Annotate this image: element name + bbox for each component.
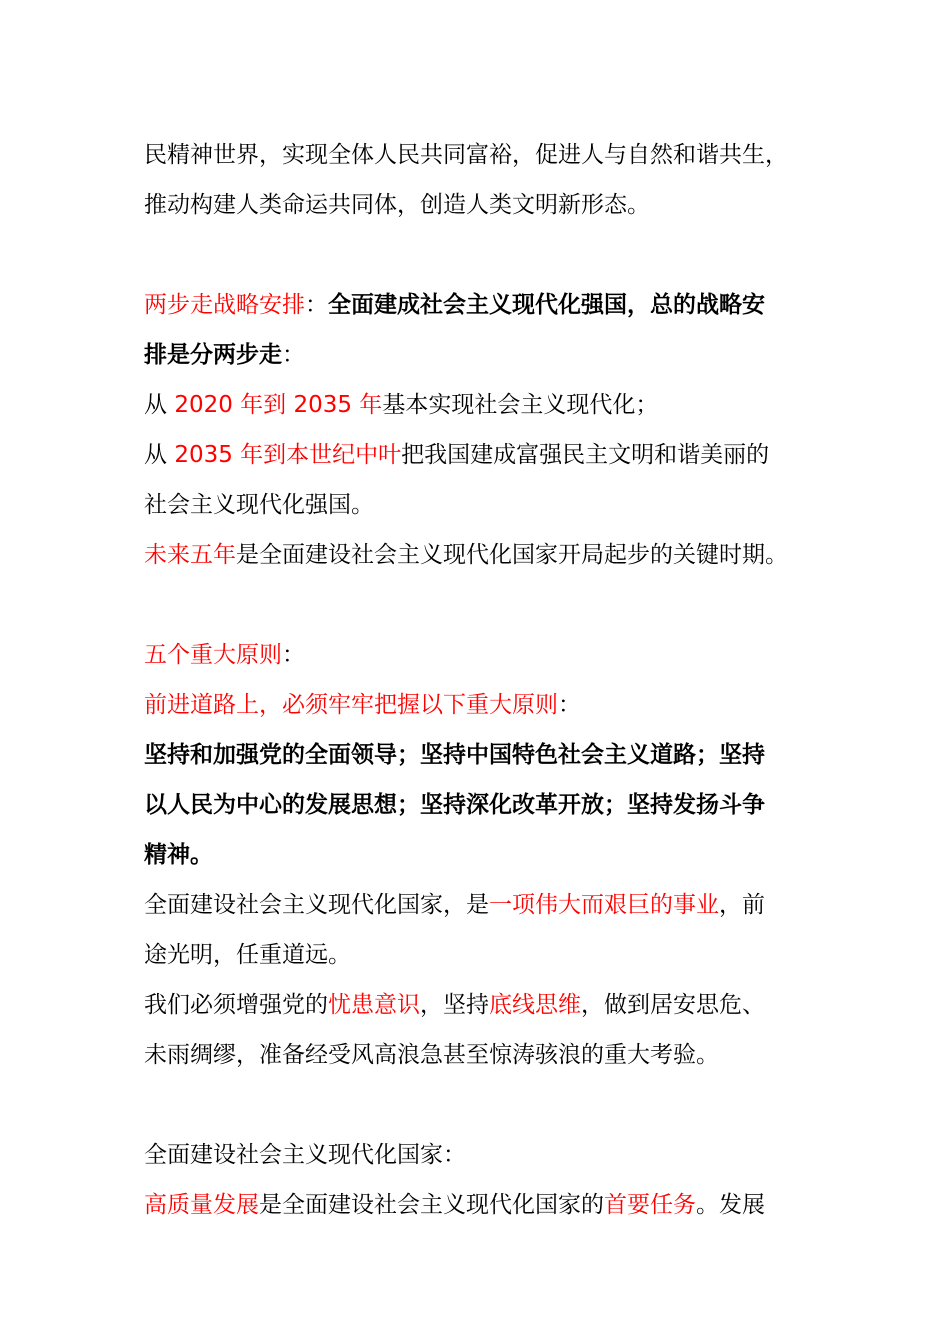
document-body — [144, 130, 824, 1230]
step-2-text: 把我国建成富强民主文明和谐美丽的 — [401, 442, 770, 468]
principles-heading-line — [144, 630, 824, 680]
awareness-highlight-2: 底线思维 — [489, 992, 581, 1018]
awareness-prefix: 我们必须增强党的 — [144, 992, 328, 1018]
awareness-highlight-1: 忧患意识 — [328, 992, 420, 1018]
principles-bold-3: 精神。 — [144, 842, 213, 868]
spacer — [144, 230, 824, 280]
principles-colon: ： — [282, 642, 305, 668]
five-years-line — [144, 530, 824, 580]
awareness-mid: ，坚持 — [420, 992, 489, 1018]
step-2-prefix: 从 — [144, 442, 175, 468]
principles-subheading: 前进道路上，必须牢牢把握以下重大原则 — [144, 692, 558, 718]
spacer — [144, 1080, 824, 1130]
principles-bold-1: 坚持和加强党的全面领导；坚持中国特色社会主义道路；坚持 — [144, 742, 765, 768]
step-1-text: 基本实现社会主义现代化； — [382, 392, 659, 418]
step-2-period: 2035 年到本世纪中叶 — [174, 442, 402, 468]
two-steps-bold-1: 全面建成社会主义现代化强国，总的战略安 — [328, 292, 765, 318]
two-steps-heading-line — [144, 280, 824, 330]
spacer — [144, 580, 824, 630]
step-1-prefix: 从 — [144, 392, 175, 418]
intro-line-2: 推动构建人类命运共同体，创造人类文明新形态。 — [144, 192, 650, 218]
two-steps-line-2 — [144, 330, 824, 380]
development-highlight-2: 首要任务 — [604, 1192, 696, 1218]
step-2-line — [144, 430, 824, 480]
principles-bold-2: 以人民为中心的发展思想；坚持深化改革开放；坚持发扬斗争 — [144, 792, 765, 818]
awareness-suffix: ，做到居安思危、 — [581, 992, 765, 1018]
principles-heading: 五个重大原则 — [144, 642, 282, 668]
step-1-line — [144, 380, 824, 430]
heading-colon: ： — [305, 292, 328, 318]
cause-line-2: 途光明，任重道远。 — [144, 942, 351, 968]
step-1-period: 2020 年到 2035 年 — [174, 392, 383, 418]
two-steps-bold-2: 排是分两步走 — [144, 342, 282, 368]
development-mid: 是全面建设社会主义现代化国家的 — [259, 1192, 604, 1218]
five-years-text: 是全面建设社会主义现代化国家开局起步的关键时期。 — [236, 542, 788, 568]
cause-line — [144, 880, 824, 930]
cause-suffix: ，前 — [719, 892, 765, 918]
development-suffix: 。发展 — [696, 1192, 765, 1218]
cause-highlight: 一项伟大而艰巨的事业 — [489, 892, 719, 918]
awareness-line — [144, 980, 824, 1030]
heading-colon-2: ： — [282, 342, 305, 368]
development-heading: 全面建设社会主义现代化国家： — [144, 1142, 466, 1168]
intro-line-1: 民精神世界，实现全体人民共同富裕，促进人与自然和谐共生， — [144, 142, 788, 168]
step-2-line-2: 社会主义现代化强国。 — [144, 492, 374, 518]
principles-subcolon: ： — [558, 692, 581, 718]
five-years-label: 未来五年 — [144, 542, 236, 568]
awareness-line-2: 未雨绸缪，准备经受风高浪急甚至惊涛骇浪的重大考验。 — [144, 1042, 719, 1068]
cause-prefix: 全面建设社会主义现代化国家，是 — [144, 892, 489, 918]
two-steps-heading: 两步走战略安排 — [144, 292, 305, 318]
principles-subheading-line — [144, 680, 824, 730]
development-line — [144, 1180, 824, 1230]
development-highlight-1: 高质量发展 — [144, 1192, 259, 1218]
